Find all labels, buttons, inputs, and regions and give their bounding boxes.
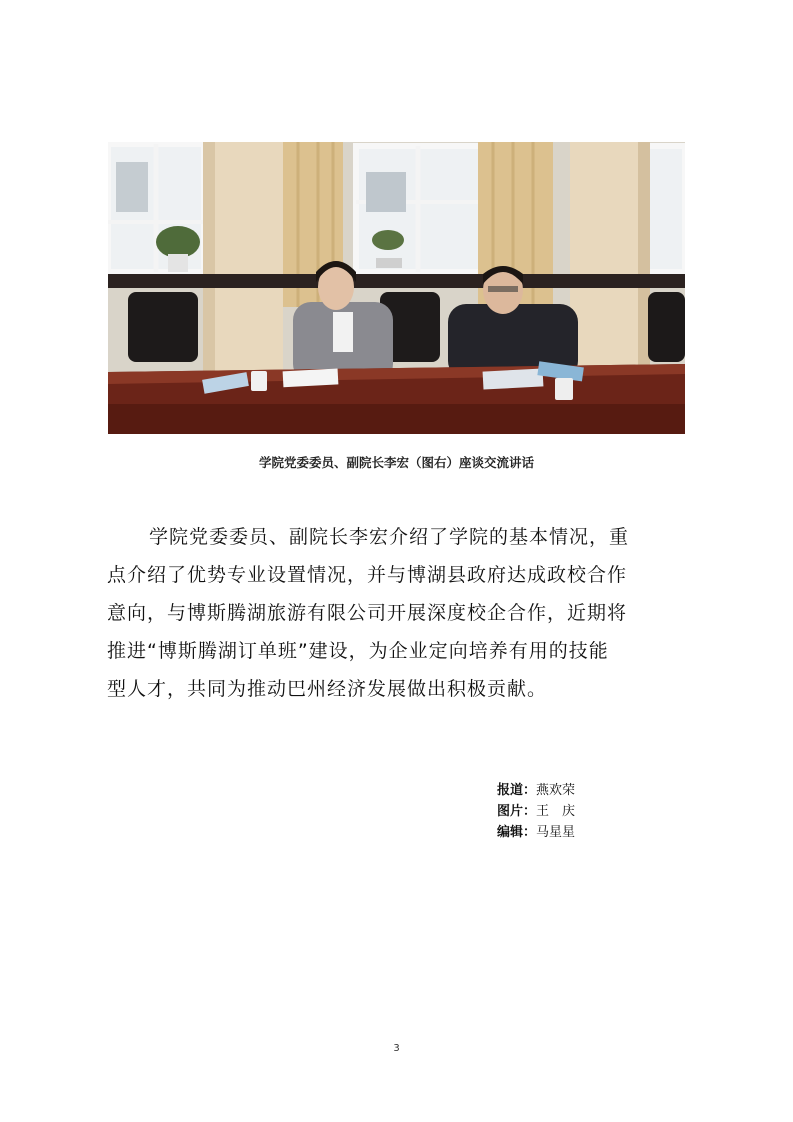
credit-label: 编辑： [497, 825, 537, 840]
credit-photo [497, 801, 575, 822]
window-right [646, 146, 685, 272]
credit-reporter [497, 780, 575, 801]
paragraph-line: 意向，与博斯腾湖旅游有限公司开展深度校企合作，近期将 [107, 602, 628, 624]
paragraph-line: 推进“博斯腾湖订单班”建设，为企业定向培养有用的技能 [107, 640, 609, 662]
paragraph-line: 学院党委委员、副院长李宏介绍了学院的基本情况，重 [149, 526, 630, 548]
credit-value: 王 庆 [536, 804, 576, 819]
credits-block [497, 780, 575, 843]
photo-caption: 学院党委委员、副院长李宏（图右）座谈交流讲话 [258, 455, 534, 470]
paragraph-line: 点介绍了优势专业设置情况，并与博湖县政府达成政校合作 [107, 564, 628, 586]
credit-editor [497, 822, 575, 843]
paragraph-line: 型人才，共同为推动巴州经济发展做出积极贡献。 [107, 678, 548, 700]
credit-label: 图片： [497, 804, 537, 819]
credit-value: 燕欢荣 [536, 783, 576, 798]
article-paragraph [107, 518, 691, 708]
window-center [356, 146, 481, 272]
meeting-photo [108, 142, 685, 434]
credit-value: 马星星 [536, 825, 576, 840]
page-number: 3 [393, 1043, 400, 1054]
credit-label: 报道： [497, 783, 537, 798]
